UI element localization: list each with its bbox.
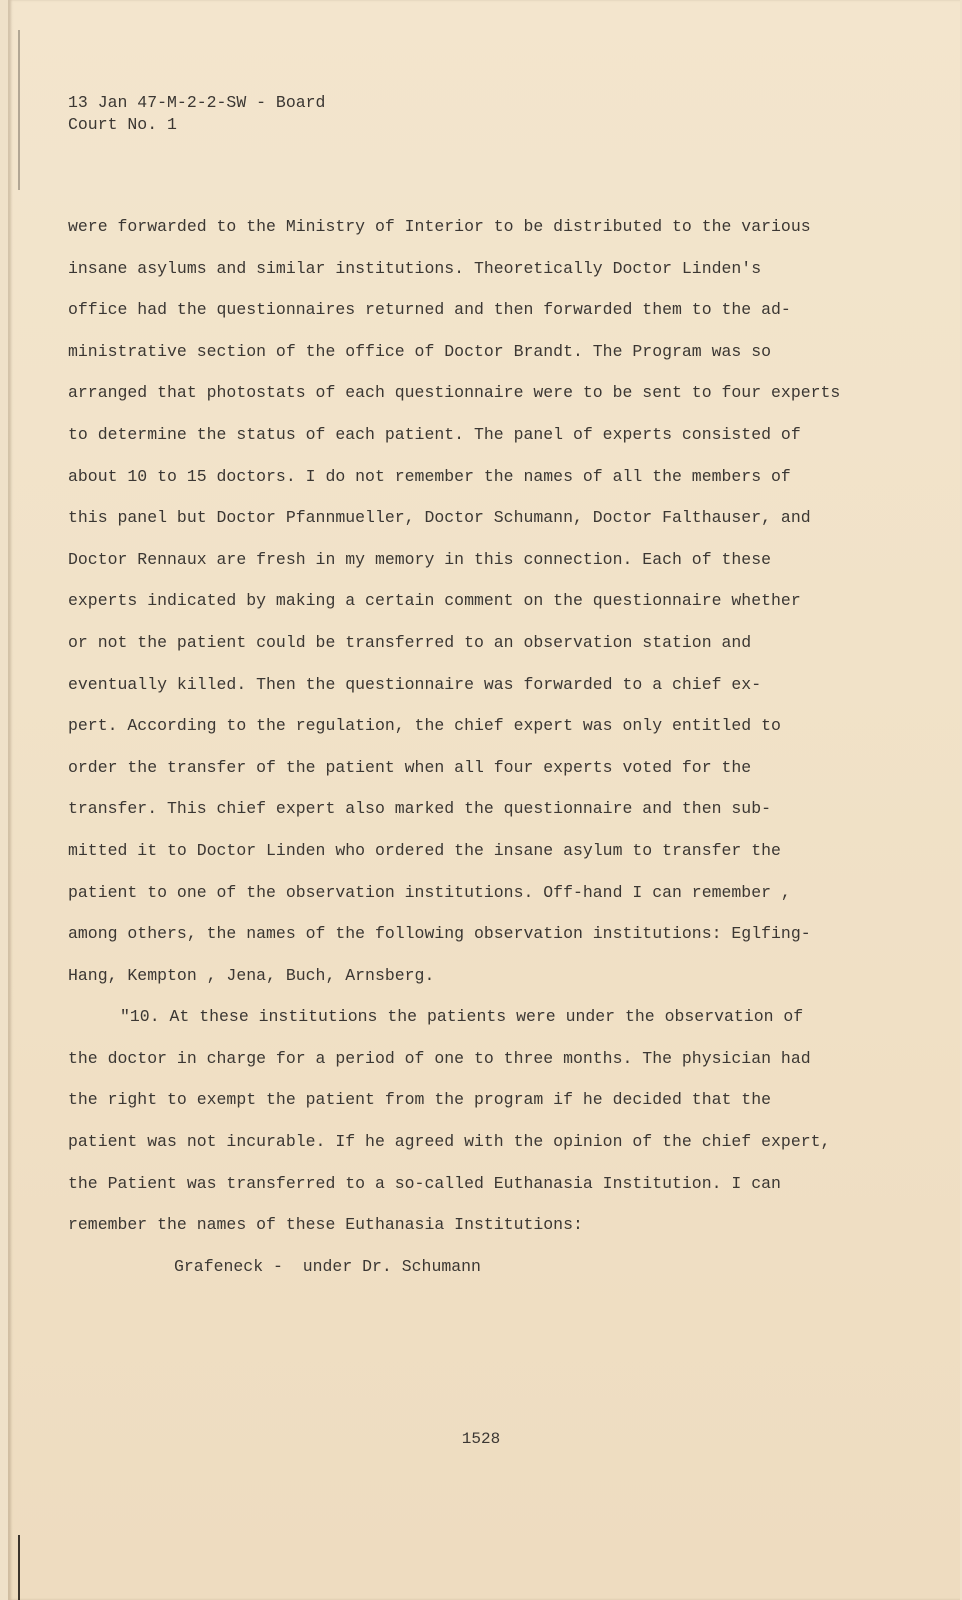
- body-line: remember the names of these Euthanasia Institutions:: [68, 1215, 583, 1235]
- body-line: patient to one of the observation institutions. Off-hand I can remember ,: [68, 882, 791, 902]
- body-line: eventually killed. Then the questionnaire was forwarded to a chief ex-: [68, 674, 762, 694]
- body-line: office had the questionnaires returned and then forwarded them to the ad-: [68, 300, 791, 320]
- body-line: transfer. This chief expert also marked the questionnaire and then sub-: [68, 799, 772, 819]
- page-edge-mark-bottom: [18, 1535, 20, 1600]
- body-line: insane asylums and similar institutions. Theoretically Doctor Linden's: [68, 258, 762, 278]
- institution-list-item: Grafeneck - under Dr. Schumann: [174, 1256, 481, 1276]
- body-line: pert. According to the regulation, the chief expert was only entitled to: [68, 716, 781, 736]
- body-text: [68, 206, 868, 1287]
- body-line: Hang, Kempton , Jena, Buch, Arnsberg.: [68, 965, 435, 985]
- document-header: [68, 92, 325, 136]
- body-line: ministrative section of the office of Doctor Brandt. The Program was so: [68, 341, 772, 361]
- body-line: patient was not incurable. If he agreed with the opinion of the chief expert,: [68, 1132, 831, 1152]
- body-line: among others, the names of the following observation institutions: Eglfing-: [68, 924, 811, 944]
- body-line: mitted it to Doctor Linden who ordered the insane asylum to transfer the: [68, 840, 781, 860]
- body-line: this panel but Doctor Pfannmueller, Doctor Schumann, Doctor Falthauser, and: [68, 508, 811, 528]
- body-line: Doctor Rennaux are fresh in my memory in this connection. Each of these: [68, 549, 772, 569]
- body-line: the right to exempt the patient from the program if he decided that the: [68, 1090, 772, 1110]
- body-line: the Patient was transferred to a so-called Euthanasia Institution. I can: [68, 1173, 781, 1193]
- body-line: or not the patient could be transferred to an observation station and: [68, 632, 752, 652]
- body-line: arranged that photostats of each questionnaire were to be sent to four experts: [68, 383, 841, 403]
- paragraph-start-line: "10. At these institutions the patients were under the observation of: [120, 1007, 804, 1027]
- body-line: experts indicated by making a certain comment on the questionnaire whether: [68, 591, 801, 611]
- body-line: the doctor in charge for a period of one to three months. The physician had: [68, 1048, 811, 1068]
- body-line: order the transfer of the patient when all four experts voted for the: [68, 757, 752, 777]
- page-number: 1528: [461, 1430, 501, 1448]
- body-line: to determine the status of each patient. The panel of experts consisted of: [68, 424, 801, 444]
- header-line-2: Court No. 1: [68, 115, 177, 134]
- body-line: about 10 to 15 doctors. I do not remember the names of all the members of: [68, 466, 791, 486]
- header-line-1: 13 Jan 47-M-2-2-SW - Board: [68, 93, 326, 112]
- body-line: were forwarded to the Ministry of Interior to be distributed to the various: [68, 217, 811, 236]
- page-edge-mark: [18, 30, 20, 190]
